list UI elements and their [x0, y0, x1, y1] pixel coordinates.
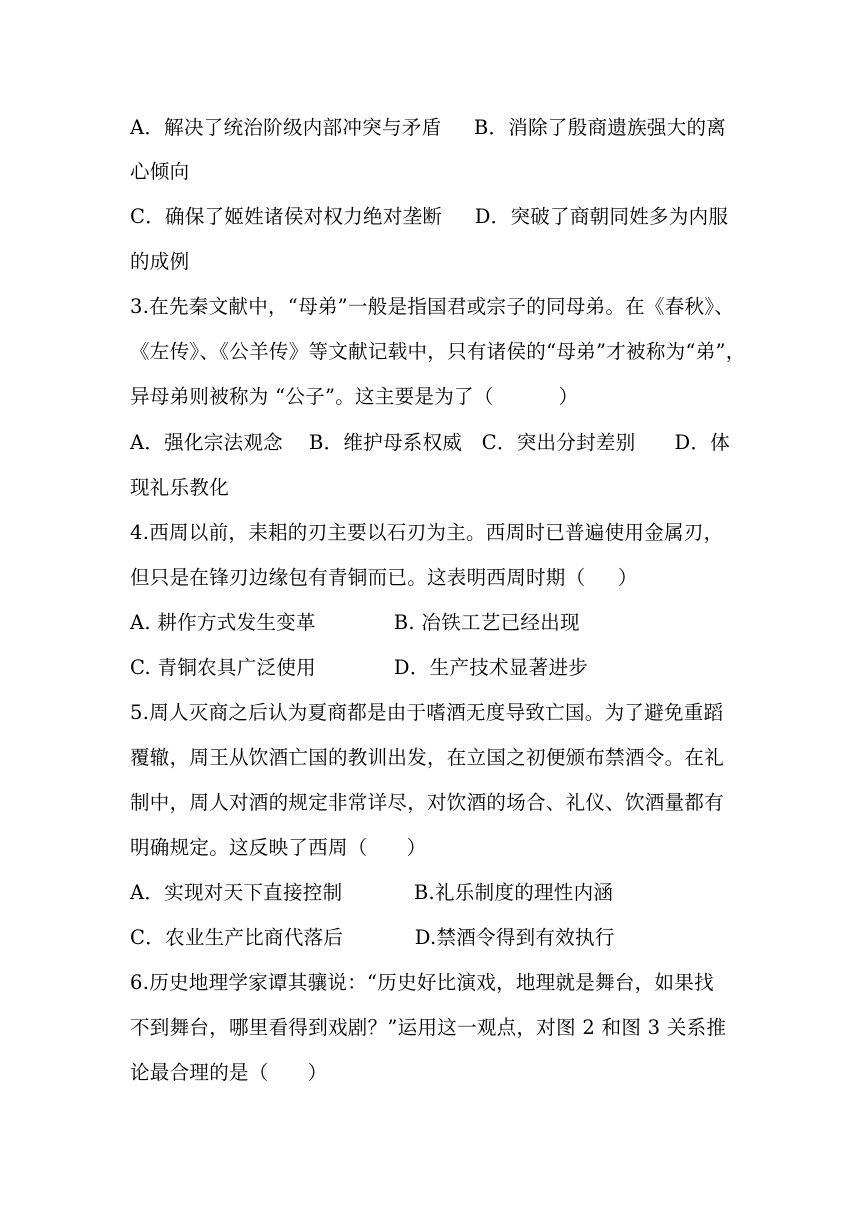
q4-stem-line1: 4.西周以前，耒耜的刃主要以石刃为主。西周时已普遍使用金属刃， — [130, 521, 724, 544]
q5-stem-line2: 覆辙，周王从饮酒亡国的教训出发，在立国之初便颁布禁酒令。在礼 — [130, 746, 725, 769]
q2-option-c-d: C．确保了姬姓诸侯对权力绝对垄断 D．突破了商朝同姓多为内服 — [130, 205, 729, 228]
q2-option-d-cont: 的成例 — [130, 250, 190, 273]
q4-options-c-d: C. 青铜农具广泛使用 D．生产技术显著进步 — [130, 656, 589, 679]
q5-stem-line4: 明确规定。这反映了西周（ ） — [130, 836, 427, 859]
q6-stem-line3: 论最合理的是（ ） — [130, 1061, 328, 1084]
q3-options: A．强化宗法观念 B．维护母系权威 C．突出分封差别 D．体 — [130, 431, 731, 454]
q2-option-b-cont: 心倾向 — [130, 160, 190, 183]
q3-stem-line1: 3.在先秦文献中，“母弟”一般是指国君或宗子的同母弟。在《春秋》、 — [130, 295, 735, 318]
q6-stem-line1: 6.历史地理学家谭其骧说：“历史好比演戏，地理就是舞台，如果找 — [130, 971, 714, 994]
q3-options-cont: 现礼乐教化 — [130, 476, 230, 499]
q4-stem-line2: 但只是在锋刃边缘包有青铜而已。这表明西周时期（ ） — [130, 566, 638, 589]
q6-stem-line2: 不到舞台，哪里看得到戏剧？”运用这一观点，对图 2 和图 3 关系推 — [130, 1016, 727, 1039]
q2-option-a-b: A．解决了统治阶级内部冲突与矛盾 B．消除了殷商遗族强大的离 — [130, 116, 727, 139]
q3-stem-line3: 异母弟则被称为 “公子”。这主要是为了（ ） — [130, 385, 579, 408]
q5-options-a-b: A．实现对天下直接控制 B.礼乐制度的理性内涵 — [130, 881, 614, 904]
q5-stem-line3: 制中，周人对酒的规定非常详尽，对饮酒的场合、礼仪、饮酒量都有 — [130, 791, 725, 814]
q4-options-a-b: A. 耕作方式发生变革 B. 冶铁工艺已经出现 — [130, 611, 580, 634]
q3-stem-line2: 《左传》、《公羊传》等文献记载中，只有诸侯的“母弟”才被称为“弟”， — [130, 340, 746, 363]
q5-options-c-d: C．农业生产比商代落后 D.禁酒令得到有效执行 — [130, 926, 615, 949]
q5-stem-line1: 5.周人灭商之后认为夏商都是由于嗜酒无度导致亡国。为了避免重蹈 — [130, 701, 724, 724]
